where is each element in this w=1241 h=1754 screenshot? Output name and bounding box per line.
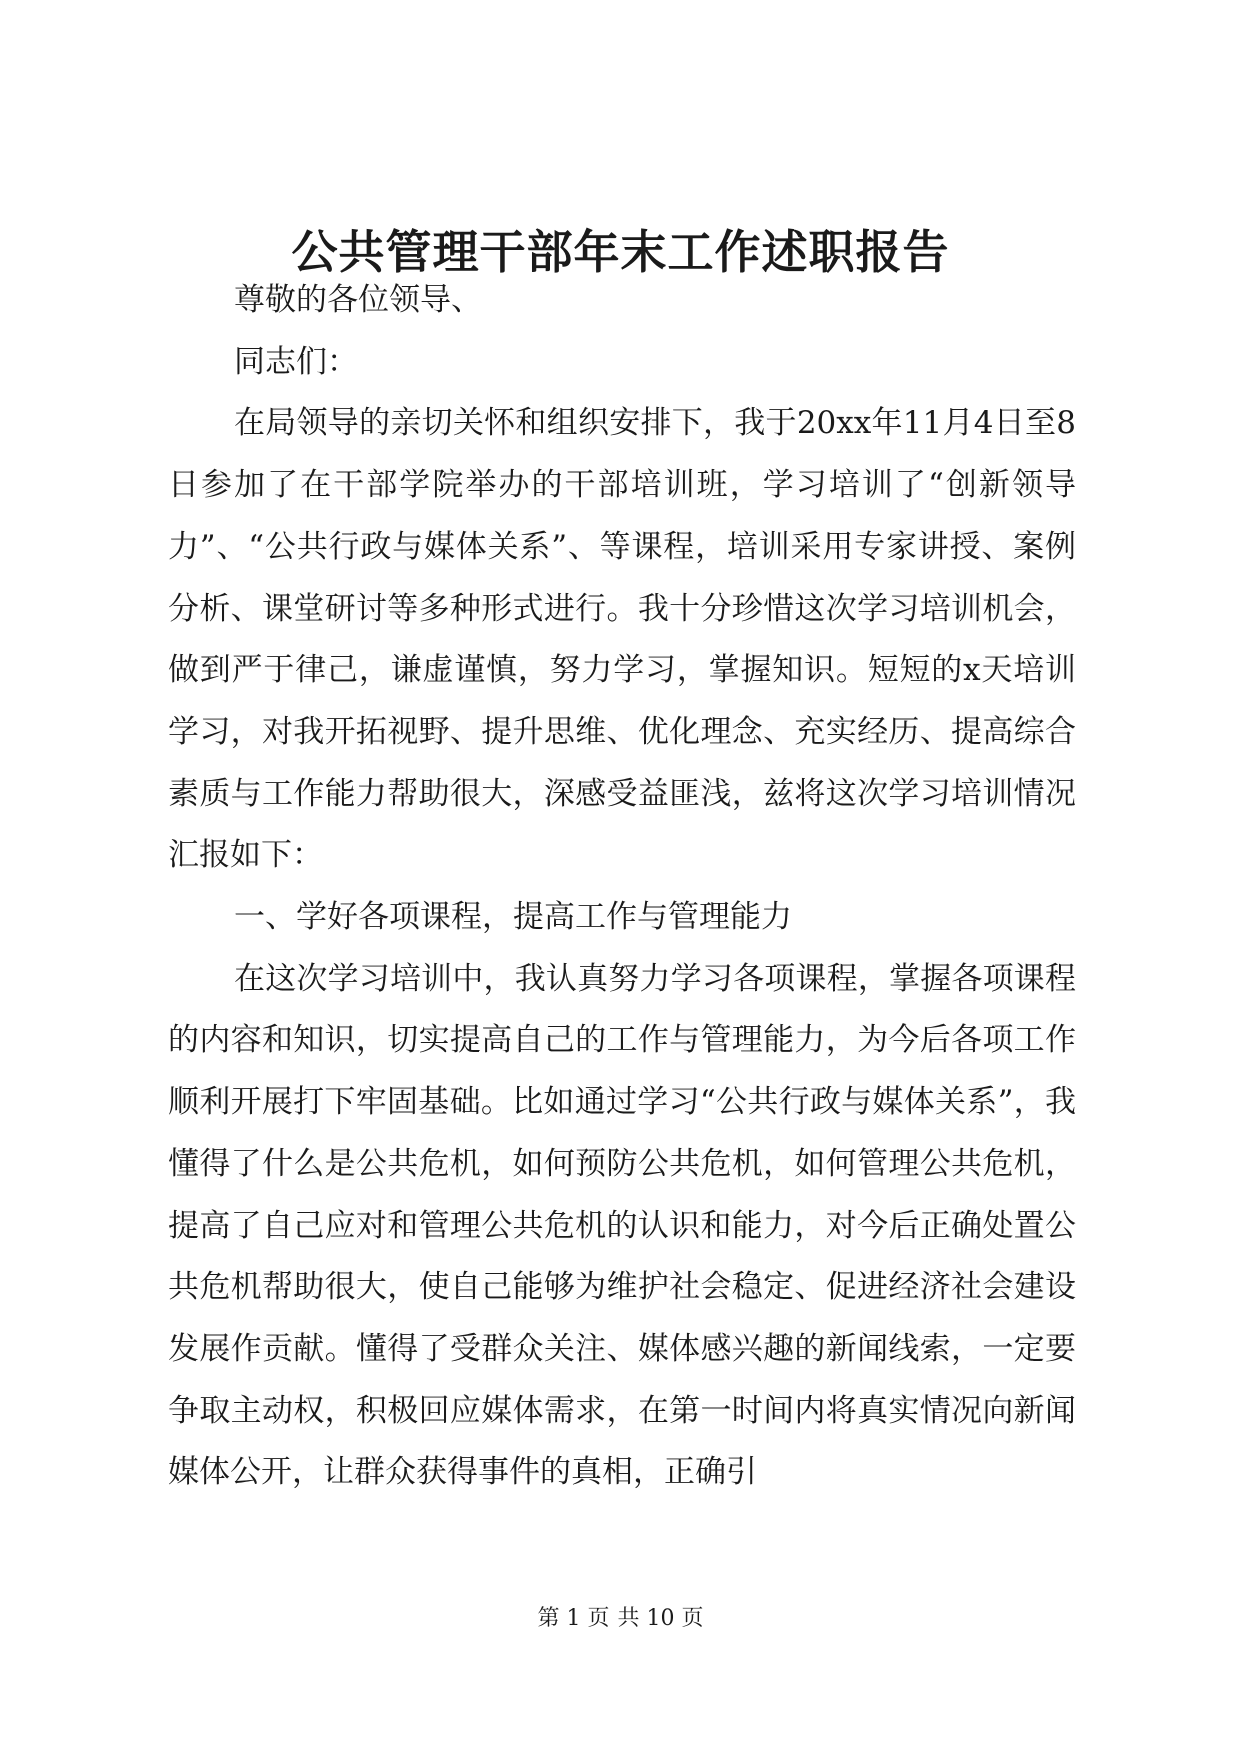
page-total: 共 10 页 [617, 1606, 704, 1631]
intro-paragraph: 在局领导的亲切关怀和组织安排下，我于20xx年11月4日至8日参加了在干部学院举办的干部培训班，学习培训了“创新领导力”、“公共行政与媒体关系”、等课程，培训采用专家讲授、案例分析、课堂研讨等多种形式进行。我十分珍惜这次学习培训机会，做到严于律己，谦虚谨慎，努力学习，掌握知识。短短的x天培训学习，对我开拓视野、提升思维、优化理念、充实经历、提高综合素质与工作能力帮助很大，深感受益匪浅，兹将这次学习培训情况汇报如下： [168, 405, 1076, 874]
section-1-paragraph: 在这次学习培训中，我认真努力学习各项课程，掌握各项课程的内容和知识，切实提高自己的工作与管理能力，为今后各项工作顺利开展打下牢固基础。比如通过学习“公共行政与媒体关系”，我懂得了什么是公共危机，如何预防公共危机，如何管理公共危机，提高了自己应对和管理公共危机的认识和能力，对今后正确处置公共危机帮助很大，使自己能够为维护社会稳定、促进经济社会建设发展作贡献。懂得了受群众关注、媒体感兴趣的新闻线索，一定要争取主动权，积极回应媒体需求，在第一时间内将真实情况向新闻媒体公开，让群众获得事件的真相，正确引 [168, 960, 1076, 1491]
document-body [168, 270, 1076, 1504]
page-footer [0, 1604, 1241, 1634]
salutation-line-1: 尊敬的各位领导、 [234, 282, 482, 318]
salutation-line-2: 同志们： [234, 343, 358, 380]
page-number: 第 1 页 [537, 1606, 610, 1631]
document-title: 公共管理干部年末工作述职报告 [291, 225, 950, 279]
section-heading-1: 一、学好各项课程，提高工作与管理能力 [234, 899, 792, 936]
